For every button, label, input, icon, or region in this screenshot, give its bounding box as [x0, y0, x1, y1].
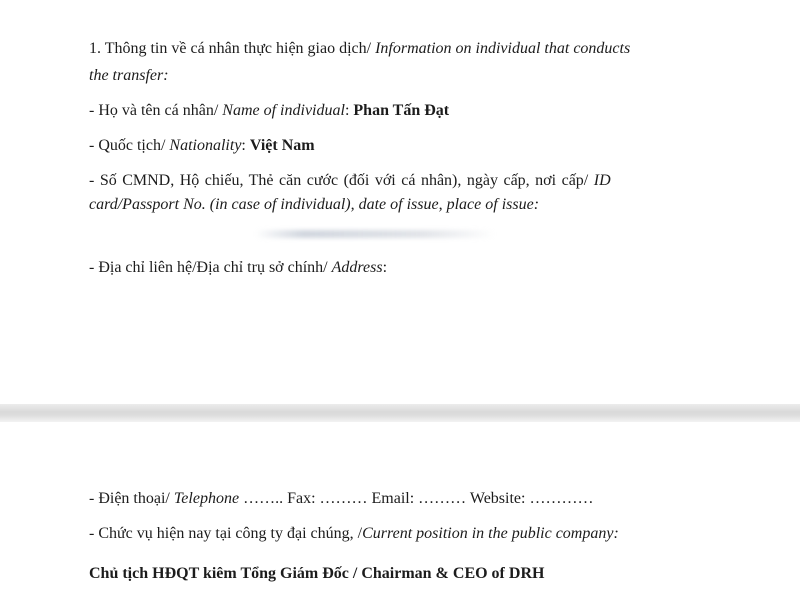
position-label-vi: - Chức vụ hiện nay tại công ty đại chúng, /	[89, 525, 363, 542]
redacted-id-value	[255, 230, 495, 238]
nationality-label-en: Nationality	[169, 137, 242, 154]
name-label-en: Name of individual	[222, 102, 345, 119]
telephone-label-en: Telephone	[173, 490, 240, 507]
name-colon: :	[344, 102, 354, 119]
section-heading-line-1	[89, 39, 630, 59]
nationality-colon: :	[241, 137, 250, 154]
contact-row	[89, 489, 593, 509]
contact-fields: …….. Fax: ……… Email: ……… Website: …………	[239, 490, 594, 507]
position-value: Chủ tịch HĐQT kiêm Tổng Giám Đốc / Chairman & CEO of DRH	[89, 565, 545, 582]
telephone-label-vi: - Điện thoại/	[89, 490, 174, 507]
id-card-label-en-start: ID	[593, 172, 611, 189]
section-heading-vi: 1. Thông tin về cá nhân thực hiện giao dịch/	[89, 40, 376, 57]
name-value: Phan Tấn Đạt	[353, 102, 450, 119]
id-card-label-vi: - Số CMND, Hộ chiếu, Thẻ căn cước (đối với cá nhân), ngày cấp, nơi cấp/	[89, 172, 594, 189]
page-break	[0, 404, 800, 422]
address-colon: :	[382, 259, 388, 276]
id-card-line-2: card/Passport No. (in case of individual), date of issue, place of issue:	[89, 196, 540, 213]
address-label-vi: - Địa chỉ liên hệ/Địa chỉ trụ sở chính/	[89, 259, 332, 276]
nationality-value: Việt Nam	[249, 137, 315, 154]
nationality-row	[89, 136, 315, 156]
section-heading-en: Information on individual that conducts	[375, 40, 631, 57]
address-row	[89, 258, 387, 278]
position-row	[89, 524, 619, 544]
name-label-vi: - Họ và tên cá nhân/	[89, 102, 223, 119]
id-card-line-1	[89, 171, 611, 191]
address-label-en: Address	[331, 259, 383, 276]
name-row	[89, 101, 449, 121]
nationality-label-vi: - Quốc tịch/	[89, 137, 170, 154]
section-heading-line-2: the transfer:	[89, 67, 169, 84]
position-label-en: Current position in the public company:	[362, 525, 619, 542]
